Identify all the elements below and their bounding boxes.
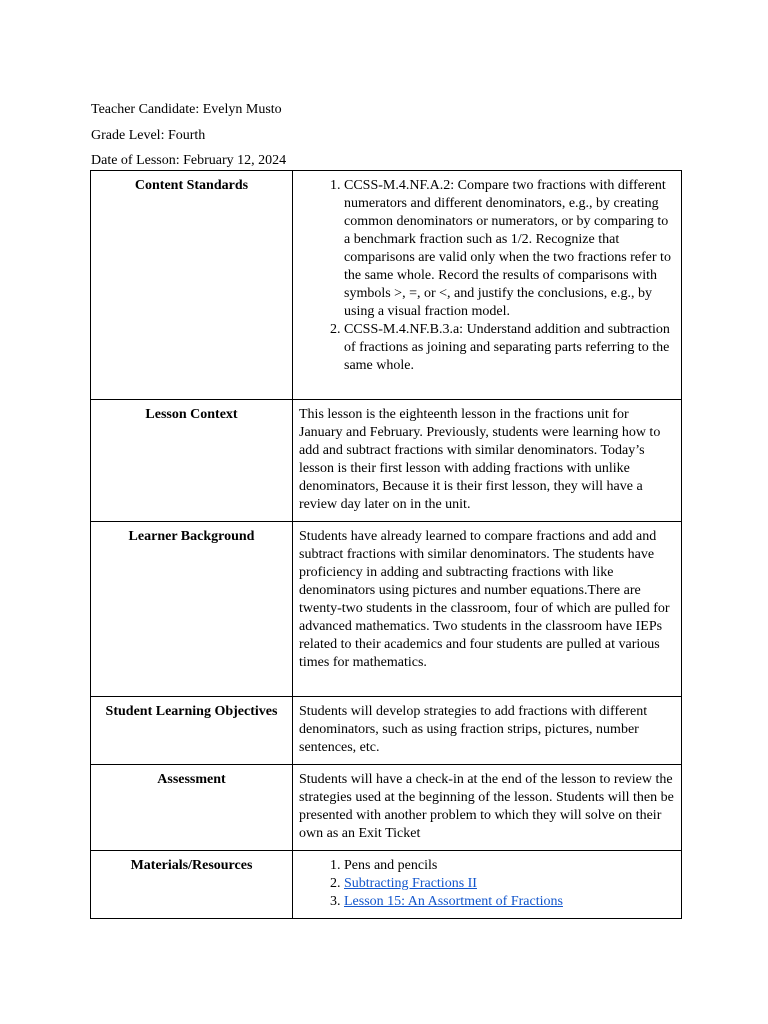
- subtracting-fractions-link[interactable]: Subtracting Fractions II: [344, 876, 477, 891]
- teacher-candidate-line: Teacher Candidate: Evelyn Musto: [91, 102, 282, 117]
- label-learning-objectives: Student Learning Objectives: [91, 697, 293, 765]
- assortment-of-fractions-link[interactable]: Lesson 15: An Assortment of Fractions: [344, 894, 563, 909]
- row-materials: [91, 851, 682, 919]
- label-lesson-context: Lesson Context: [91, 400, 293, 522]
- standard-item: 1. CCSS-M.4.NF.A.2: Compare two fractions with different numerators and different denominators, e.g., by creating common denominators or numerators, or by comparing to a benchmark fraction such as 1/2. Recognize that comparisons are valid only when the two fractions refer to the same whole. Record the results of comparisons with symbols >, =, or <, and justify the conclusions, e.g., by using a visual fraction model.: [344, 177, 675, 321]
- cell-content-standards: [293, 171, 682, 400]
- lesson-plan-table: [90, 170, 682, 919]
- label-learner-background: Learner Background: [91, 522, 293, 697]
- cell-learner-background: Students have already learned to compare fractions and add and subtract fractions with similar denominators. The students have proficiency in adding and subtracting fractions with like denominators using pictures and number equations.There are twenty-two students in the classroom, four of which are pulled for advanced mathematics. Two students in the classroom have IEPs related to their academics and four students are pulled at various times for mathematics.: [293, 522, 682, 697]
- row-learning-objectives: [91, 697, 682, 765]
- label-content-standards: Content Standards: [91, 171, 293, 400]
- materials-list: [299, 857, 675, 911]
- row-learner-background: [91, 522, 682, 697]
- standard-item: 2. CCSS-M.4.NF.B.3.a: Understand addition and subtraction of fractions as joining and separating parts referring to the same whole.: [344, 321, 675, 375]
- standards-list: [299, 177, 675, 375]
- cell-learning-objectives: Students will develop strategies to add fractions with different denominators, such as using fraction strips, pictures, number sentences, etc.: [293, 697, 682, 765]
- material-item: [344, 875, 675, 893]
- row-lesson-context: [91, 400, 682, 522]
- cell-materials: [293, 851, 682, 919]
- row-assessment: [91, 765, 682, 851]
- cell-lesson-context: This lesson is the eighteenth lesson in the fractions unit for January and February. Previously, students were learning how to add and subtract fractions with similar denominators. Today’s lesson is their first lesson with adding fractions with unlike denominators, Because it is their first lesson, they will have a review day later on in the unit.: [293, 400, 682, 522]
- material-item: 1. Pens and pencils: [344, 857, 675, 875]
- cell-assessment: Students will have a check-in at the end of the lesson to review the strategies used at the beginning of the lesson. Students will then be presented with another problem to which they will solve on their own as an Exit Ticket: [293, 765, 682, 851]
- material-item: [344, 893, 675, 911]
- label-materials: Materials/Resources: [91, 851, 293, 919]
- row-content-standards: [91, 171, 682, 400]
- label-assessment: Assessment: [91, 765, 293, 851]
- lesson-date-line: Date of Lesson: February 12, 2024: [91, 153, 287, 168]
- grade-level-line: Grade Level: Fourth: [91, 128, 206, 143]
